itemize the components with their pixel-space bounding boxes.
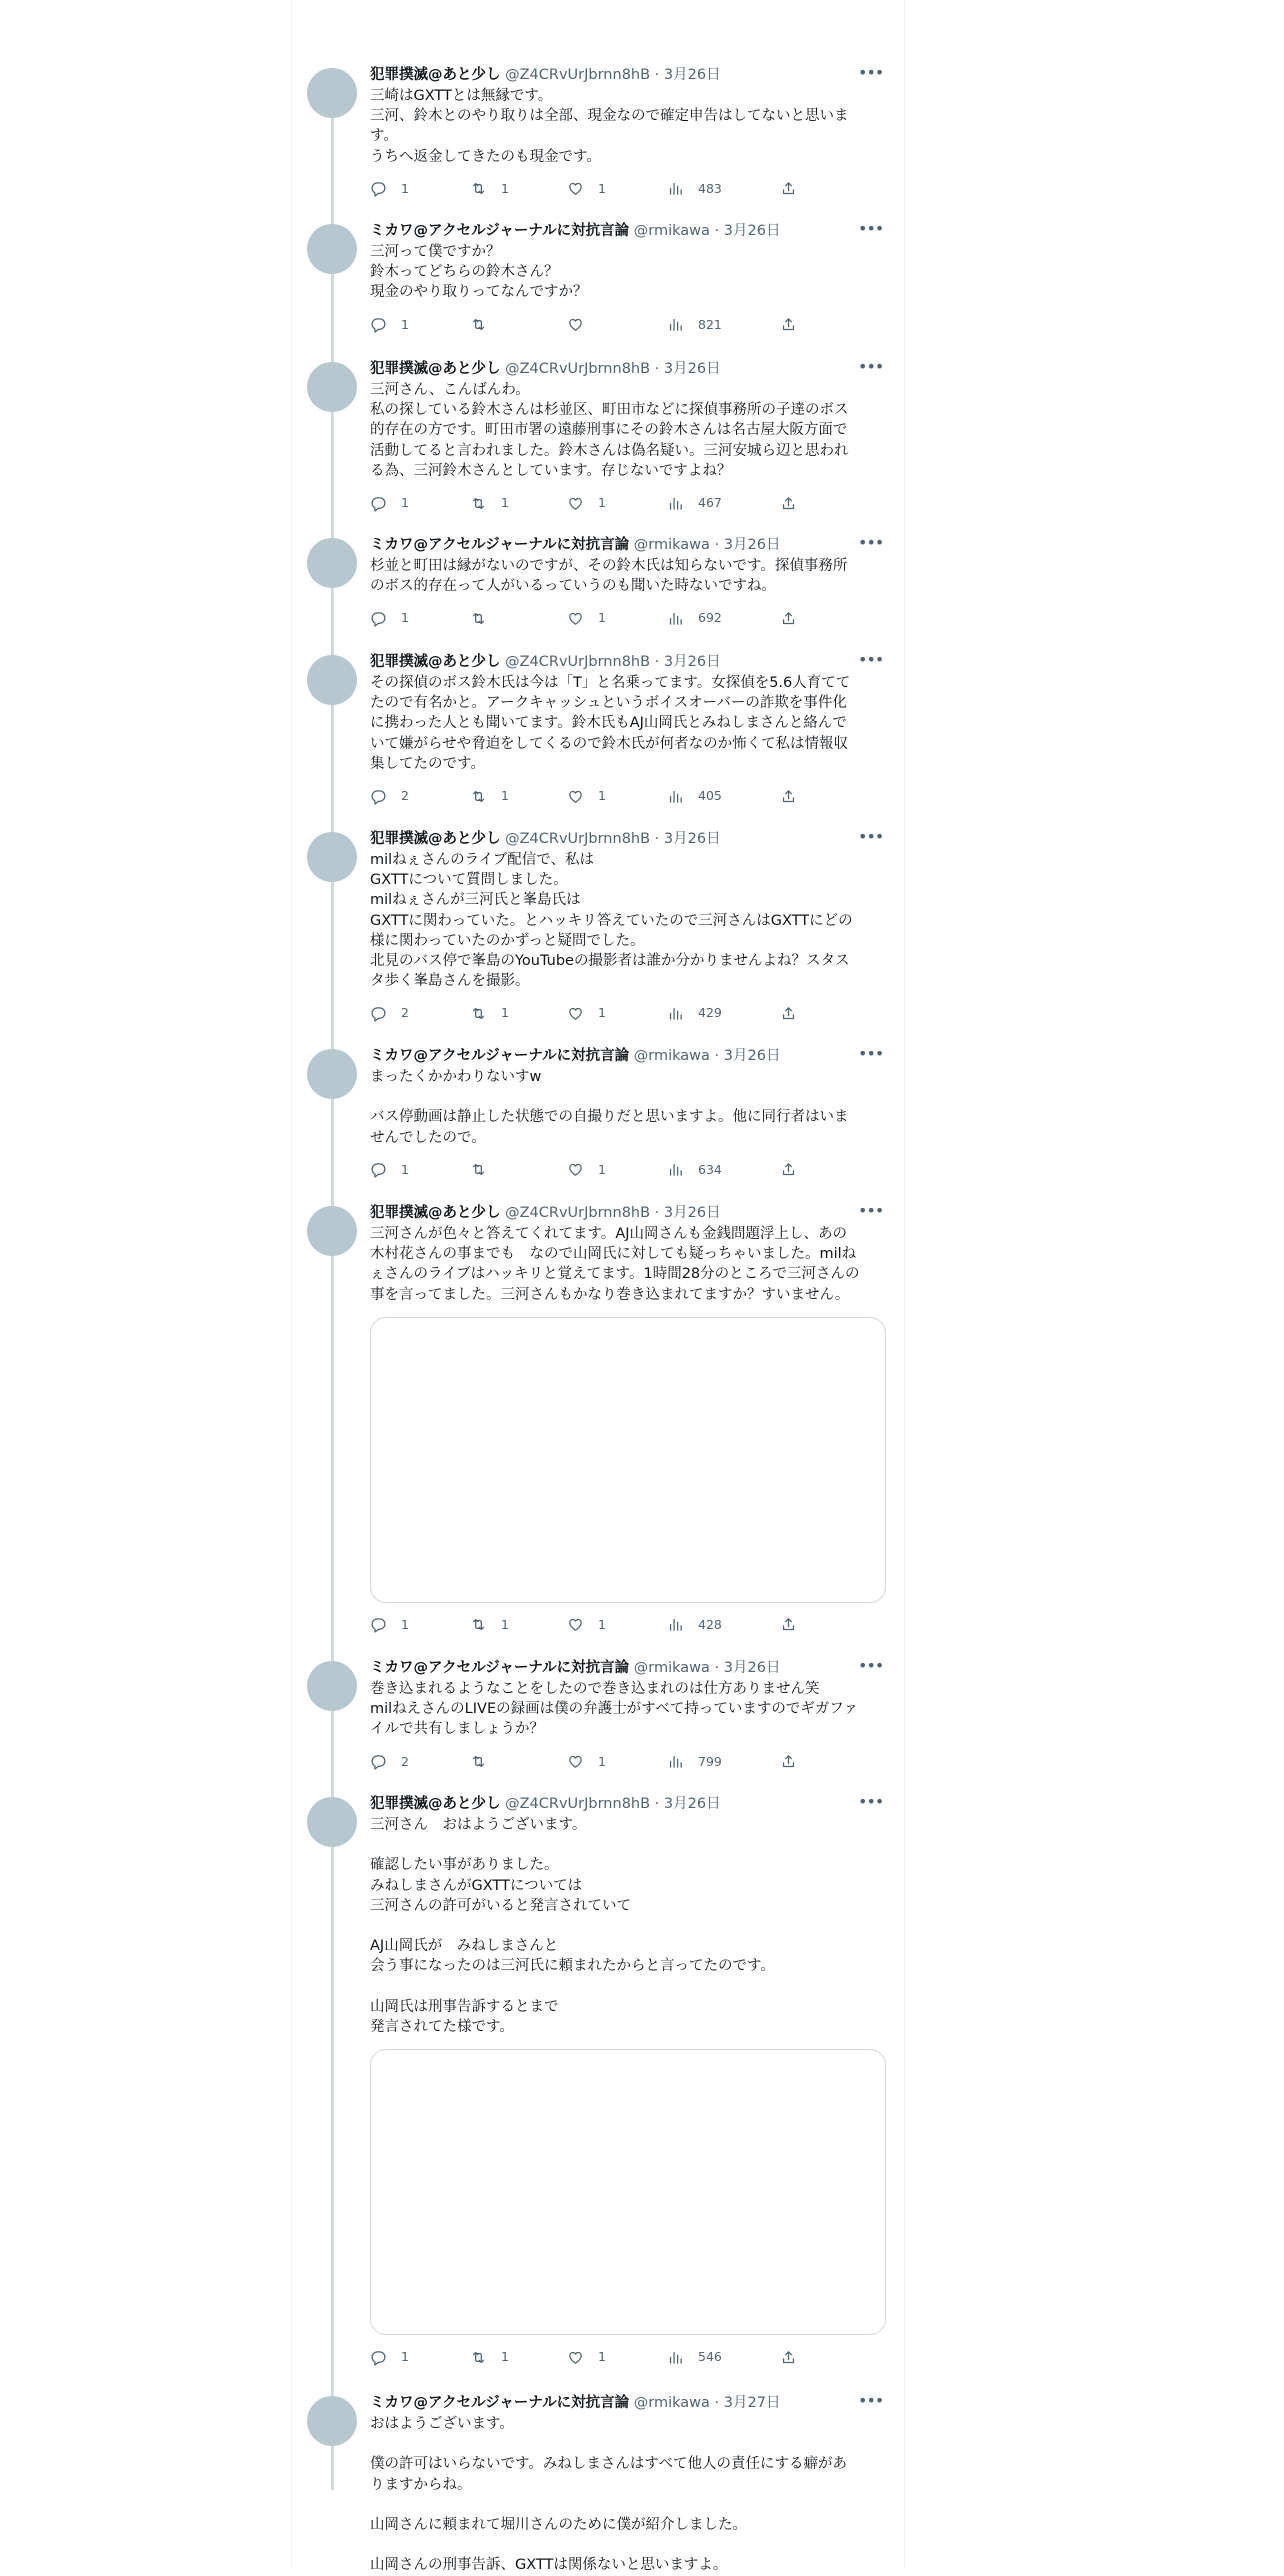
like-count: 1 bbox=[598, 180, 606, 196]
tweet-date[interactable]: 3月26日 bbox=[723, 1660, 781, 1676]
separator-dot: · bbox=[714, 2395, 720, 2411]
view-count: 483 bbox=[698, 180, 722, 196]
views-button[interactable] bbox=[667, 315, 722, 335]
reply-count: 1 bbox=[401, 1161, 409, 1177]
author-name[interactable]: ミカワ@アクセルジャーナルに対抗言論 bbox=[370, 223, 630, 239]
like-button[interactable] bbox=[567, 315, 598, 335]
reply-icon bbox=[370, 1161, 387, 1178]
tweet-content bbox=[370, 533, 884, 628]
share-icon bbox=[780, 1005, 797, 1022]
tweet-text: まったくかかわりないすw バス停動画は静止した状態での自撮りだと思いますよ。他に同行者はいま せんでしたので。 bbox=[370, 1069, 849, 1146]
retweet-icon bbox=[470, 1753, 487, 1770]
heart-icon bbox=[567, 1161, 584, 1178]
share-button[interactable] bbox=[780, 2347, 797, 2367]
retweet-button[interactable] bbox=[470, 1003, 509, 1023]
separator-dot: · bbox=[654, 361, 660, 377]
more-options-icon[interactable]: ••• bbox=[858, 827, 884, 846]
tweet-content bbox=[370, 827, 884, 1023]
view-count: 429 bbox=[698, 1005, 722, 1021]
retweet-button[interactable] bbox=[470, 2347, 509, 2367]
author-handle[interactable]: @rmikawa bbox=[633, 2395, 710, 2411]
views-button[interactable] bbox=[667, 1160, 722, 1180]
reply-count: 1 bbox=[401, 1616, 409, 1632]
tweet-actions bbox=[370, 786, 880, 806]
tweet-content bbox=[370, 650, 884, 806]
author-handle[interactable]: @rmikawa bbox=[633, 1048, 710, 1064]
tweet-date[interactable]: 3月26日 bbox=[663, 361, 721, 377]
share-icon bbox=[780, 1753, 797, 1770]
reply-count: 1 bbox=[401, 180, 409, 196]
views-chart-icon bbox=[667, 2349, 684, 2366]
retweet-button[interactable] bbox=[470, 1615, 509, 1635]
heart-icon bbox=[567, 316, 584, 333]
author-name[interactable]: ミカワ@アクセルジャーナルに対抗言論 bbox=[370, 537, 630, 553]
share-button[interactable] bbox=[780, 1160, 797, 1180]
like-count: 1 bbox=[598, 610, 606, 626]
share-button[interactable] bbox=[780, 608, 797, 628]
more-options-icon[interactable]: ••• bbox=[858, 63, 884, 82]
author-name[interactable]: ミカワ@アクセルジャーナルに対抗言論 bbox=[370, 1048, 630, 1064]
tweet-actions bbox=[370, 1160, 880, 1180]
tweet-header bbox=[370, 357, 884, 380]
separator-dot: · bbox=[714, 1048, 720, 1064]
share-button[interactable] bbox=[780, 1752, 797, 1772]
tweet-header bbox=[370, 827, 884, 850]
avatar[interactable] bbox=[307, 68, 357, 118]
tweet-date[interactable]: 3月26日 bbox=[663, 654, 721, 670]
tweet-text: 三河さんが色々と答えてくれてます。AJ山岡さんも金銭問題浮上し、あの 木村花さんの事までも なので山岡氏に対しても疑っちゃいました。milね ぇさんのライブはハッキリと覚えてます。1時間28分のところで三河さんの 事を言ってました。三河さんもかなり巻き込まれてますか？すいません。 bbox=[370, 1226, 860, 1303]
tweet-date[interactable]: 3月26日 bbox=[663, 1796, 721, 1812]
retweet-button[interactable] bbox=[470, 179, 509, 199]
reply-button[interactable] bbox=[370, 1615, 409, 1635]
tweet-text: その探偵のボス鈴木氏は今は「T」と名乗ってます。女探偵を5.6人育てて たので有名かと。アークキャッシュというボイスオーバーの詐欺を事件化 に携わった人とも聞いてます。鈴木氏もAJ山岡氏とみねしまさんと絡んで いて嫌がらせや脅迫をしてくるので鈴木氏が何者なのか怖くて私は情報収 集してたのです。 bbox=[370, 675, 851, 772]
more-options-icon[interactable]: ••• bbox=[858, 1201, 884, 1220]
separator-dot: · bbox=[654, 654, 660, 670]
reply-count: 2 bbox=[401, 1753, 409, 1769]
retweet-icon bbox=[470, 788, 487, 805]
separator-dot: · bbox=[714, 1660, 720, 1676]
author-name[interactable]: 犯罪撲滅@あと少し bbox=[370, 1205, 501, 1221]
avatar[interactable] bbox=[307, 1797, 357, 1847]
tweet-content bbox=[370, 1044, 884, 1180]
share-button[interactable] bbox=[780, 786, 797, 806]
share-icon bbox=[780, 180, 797, 197]
share-icon bbox=[780, 610, 797, 627]
views-chart-icon bbox=[667, 180, 684, 197]
views-chart-icon bbox=[667, 1161, 684, 1178]
tweet-header bbox=[370, 1656, 884, 1679]
reply-icon bbox=[370, 1005, 387, 1022]
avatar[interactable] bbox=[307, 832, 357, 882]
reply-count: 2 bbox=[401, 1005, 409, 1021]
view-count: 821 bbox=[698, 316, 722, 332]
reply-icon bbox=[370, 1753, 387, 1770]
tweet-content bbox=[370, 63, 884, 199]
like-button[interactable] bbox=[567, 786, 606, 806]
heart-icon bbox=[567, 610, 584, 627]
author-name[interactable]: 犯罪撲滅@あと少し bbox=[370, 361, 501, 377]
avatar[interactable] bbox=[307, 1049, 357, 1099]
view-count: 692 bbox=[698, 610, 722, 626]
like-button[interactable] bbox=[567, 1160, 606, 1180]
like-button[interactable] bbox=[567, 179, 606, 199]
tweet-date[interactable]: 3月26日 bbox=[663, 831, 721, 847]
views-button[interactable] bbox=[667, 2347, 722, 2367]
author-handle[interactable]: @Z4CRvUrJbrnn8hB bbox=[505, 1796, 651, 1812]
avatar[interactable] bbox=[307, 1661, 357, 1711]
share-button[interactable] bbox=[780, 315, 797, 335]
view-count: 799 bbox=[698, 1753, 722, 1769]
view-count: 428 bbox=[698, 1616, 722, 1632]
retweet-icon bbox=[470, 1005, 487, 1022]
author-name[interactable]: ミカワ@アクセルジャーナルに対抗言論 bbox=[370, 1660, 630, 1676]
view-count: 405 bbox=[698, 788, 722, 804]
share-icon bbox=[780, 316, 797, 333]
like-count: 1 bbox=[598, 788, 606, 804]
tweet-date[interactable]: 3月26日 bbox=[723, 1048, 781, 1064]
like-button[interactable] bbox=[567, 2347, 606, 2367]
tweet-actions bbox=[370, 1003, 880, 1023]
reply-count: 1 bbox=[401, 495, 409, 511]
tweet-header bbox=[370, 1044, 884, 1067]
views-chart-icon bbox=[667, 495, 684, 512]
tweet-header bbox=[370, 533, 884, 556]
reply-icon bbox=[370, 180, 387, 197]
reply-button[interactable] bbox=[370, 1003, 409, 1023]
views-chart-icon bbox=[667, 1753, 684, 1770]
author-handle[interactable]: @rmikawa bbox=[633, 537, 710, 553]
heart-icon bbox=[567, 2349, 584, 2366]
like-button[interactable] bbox=[567, 493, 606, 513]
tweet-header bbox=[370, 1792, 884, 1815]
retweet-icon bbox=[470, 1161, 487, 1178]
share-icon bbox=[780, 788, 797, 805]
tweet-date[interactable]: 3月26日 bbox=[663, 1205, 721, 1221]
tweet-date[interactable]: 3月27日 bbox=[723, 2395, 781, 2411]
tweet-text: 巻き込まれるようなことをしたので巻き込まれのは仕方ありません笑 milねえさんのLIVEの録画は僕の弁護士がすべて持っていますのでギガファ イルで共有しましょうか？ bbox=[370, 1681, 859, 1738]
tweet-header bbox=[370, 1201, 884, 1224]
views-chart-icon bbox=[667, 1005, 684, 1022]
author-handle[interactable]: @Z4CRvUrJbrnn8hB bbox=[505, 1205, 651, 1221]
views-button[interactable] bbox=[667, 786, 722, 806]
view-count: 546 bbox=[698, 2349, 722, 2365]
tweet-text: 三河さん、こんばんわ。 私の探している鈴木さんは杉並区、町田市などに探偵事務所の子達のボス 的存在の方です。町田市署の遠藤刑事にその鈴木さんは名古屋大阪方面で 活動してると言われました。鈴木さんは偽名疑い。三河安城ら辺と思われ る為、三河鈴木さんとしています。存じないですよね？ bbox=[370, 382, 849, 479]
like-count: 1 bbox=[598, 1161, 606, 1177]
view-count: 467 bbox=[698, 495, 722, 511]
author-name[interactable]: ミカワ@アクセルジャーナルに対抗言論 bbox=[370, 2395, 630, 2411]
more-options-icon[interactable]: ••• bbox=[858, 1044, 884, 1063]
heart-icon bbox=[567, 180, 584, 197]
separator-dot: · bbox=[714, 223, 720, 239]
tweet-content bbox=[370, 2391, 884, 2576]
views-button[interactable] bbox=[667, 179, 722, 199]
more-options-icon[interactable]: ••• bbox=[858, 1792, 884, 1811]
tweet-header bbox=[370, 2391, 884, 2414]
reply-count: 1 bbox=[401, 316, 409, 332]
reply-button[interactable] bbox=[370, 179, 409, 199]
more-options-icon[interactable]: ••• bbox=[858, 219, 884, 238]
tweet-content bbox=[370, 1792, 884, 2367]
tweet-actions bbox=[370, 179, 880, 199]
more-options-icon[interactable]: ••• bbox=[858, 357, 884, 376]
more-options-icon[interactable]: ••• bbox=[858, 533, 884, 552]
reply-count: 1 bbox=[401, 610, 409, 626]
tweet-header bbox=[370, 219, 884, 242]
tweet-actions bbox=[370, 1615, 880, 1635]
tweet-date[interactable]: 3月26日 bbox=[663, 67, 721, 83]
tweet-text: 杉並と町田は縁がないのですが、その鈴木氏は知らないです。探偵事務所 のボス的存在って人がいるっていうのも聞いた時ないですね。 bbox=[370, 558, 848, 595]
tweet-text: milねぇさんのライブ配信で、私は GXTTについて質問しました。 milねぇさんが三河氏と峯島氏は GXTTに関わっていた。とハッキリ答えていたので三河さんはGXTTにどの 様に関わっていたのかずっと疑問でした。 北見のバス停で峯島のYouTubeの撮影者は誰か分かりませんよね？スタス タ歩く峯島さんを撮影。 bbox=[370, 852, 853, 990]
like-count: 1 bbox=[598, 495, 606, 511]
reply-count: 1 bbox=[401, 2349, 409, 2365]
more-options-icon[interactable]: ••• bbox=[858, 1656, 884, 1675]
views-button[interactable] bbox=[667, 608, 722, 628]
like-count: 1 bbox=[598, 1753, 606, 1769]
retweet-button[interactable] bbox=[470, 608, 501, 628]
more-options-icon[interactable]: ••• bbox=[858, 2391, 884, 2410]
separator-dot: · bbox=[654, 1796, 660, 1812]
share-button[interactable] bbox=[780, 493, 797, 513]
tweet-media[interactable] bbox=[370, 2049, 886, 2335]
tweet-text: おはようございます。 僕の許可はいらないです。みねしまさんはすべて他人の責任にする癖があ りますからね。 山岡さんに頼まれて堀川さんのために僕が紹介しました。 山岡さんの刑事告訴、GXTTは関係ないと思いますよ。 bbox=[370, 2416, 848, 2574]
avatar[interactable] bbox=[307, 2396, 357, 2446]
author-handle[interactable]: @Z4CRvUrJbrnn8hB bbox=[505, 67, 651, 83]
like-button[interactable] bbox=[567, 1003, 606, 1023]
avatar[interactable] bbox=[307, 1206, 357, 1256]
author-handle[interactable]: @Z4CRvUrJbrnn8hB bbox=[505, 361, 651, 377]
separator-dot: · bbox=[654, 1205, 660, 1221]
author-name[interactable]: 犯罪撲滅@あと少し bbox=[370, 831, 501, 847]
share-icon bbox=[780, 1616, 797, 1633]
retweet-count: 1 bbox=[501, 180, 509, 196]
tweet-header bbox=[370, 63, 884, 86]
tweet-content bbox=[370, 219, 884, 335]
reply-button[interactable] bbox=[370, 315, 409, 335]
retweet-icon bbox=[470, 495, 487, 512]
avatar[interactable] bbox=[307, 224, 357, 274]
tweet-content bbox=[370, 357, 884, 513]
separator-dot: · bbox=[714, 537, 720, 553]
author-handle[interactable]: @Z4CRvUrJbrnn8hB bbox=[505, 831, 651, 847]
tweet-media[interactable] bbox=[370, 1317, 886, 1603]
share-button[interactable] bbox=[780, 179, 797, 199]
like-button[interactable] bbox=[567, 1615, 606, 1635]
retweet-count: 1 bbox=[501, 788, 509, 804]
tweet-text: 三河さん おはようございます。 確認したい事がありました。 みねしまさんがGXTTについては 三河さんの許可がいると発言されていて AJ山岡氏が みねしまさんと 会う事になったのは三河氏に頼まれたからと言ってたのです。 山岡氏は刑事告訴するとまで 発言されてた様です。 bbox=[370, 1817, 775, 2036]
tweet-header bbox=[370, 650, 884, 673]
retweet-count: 1 bbox=[501, 2349, 509, 2365]
retweet-count: 1 bbox=[501, 495, 509, 511]
views-button[interactable] bbox=[667, 1003, 722, 1023]
author-handle[interactable]: @rmikawa bbox=[633, 223, 710, 239]
tweet-actions bbox=[370, 1752, 880, 1772]
author-name[interactable]: 犯罪撲滅@あと少し bbox=[370, 654, 501, 670]
avatar[interactable] bbox=[307, 362, 357, 412]
reply-icon bbox=[370, 495, 387, 512]
retweet-icon bbox=[470, 2349, 487, 2366]
retweet-button[interactable] bbox=[470, 1752, 501, 1772]
reply-button[interactable] bbox=[370, 608, 409, 628]
views-chart-icon bbox=[667, 788, 684, 805]
share-button[interactable] bbox=[780, 1003, 797, 1023]
retweet-button[interactable] bbox=[470, 786, 509, 806]
like-count: 1 bbox=[598, 1616, 606, 1632]
views-chart-icon bbox=[667, 610, 684, 627]
retweet-icon bbox=[470, 316, 487, 333]
reply-icon bbox=[370, 610, 387, 627]
reply-button[interactable] bbox=[370, 493, 409, 513]
reply-button[interactable] bbox=[370, 786, 409, 806]
tweet-actions bbox=[370, 493, 880, 513]
author-handle[interactable]: @rmikawa bbox=[633, 1660, 710, 1676]
tweet-actions bbox=[370, 608, 880, 628]
tweet-date[interactable]: 3月26日 bbox=[723, 223, 781, 239]
views-chart-icon bbox=[667, 1616, 684, 1633]
views-chart-icon bbox=[667, 316, 684, 333]
like-button[interactable] bbox=[567, 1752, 606, 1772]
retweet-button[interactable] bbox=[470, 315, 501, 335]
separator-dot: · bbox=[654, 831, 660, 847]
retweet-button[interactable] bbox=[470, 493, 509, 513]
reply-icon bbox=[370, 1616, 387, 1633]
reply-icon bbox=[370, 788, 387, 805]
tweet-content bbox=[370, 1656, 884, 1772]
retweet-icon bbox=[470, 610, 487, 627]
tweet-date[interactable]: 3月26日 bbox=[723, 537, 781, 553]
like-count: 1 bbox=[598, 1005, 606, 1021]
tweet-actions bbox=[370, 315, 880, 335]
tweet-content bbox=[370, 1201, 884, 1635]
view-count: 634 bbox=[698, 1161, 722, 1177]
views-button[interactable] bbox=[667, 493, 722, 513]
retweet-count: 1 bbox=[501, 1005, 509, 1021]
share-icon bbox=[780, 2349, 797, 2366]
heart-icon bbox=[567, 1005, 584, 1022]
heart-icon bbox=[567, 495, 584, 512]
tweet-text: 三崎はGXTTとは無縁です。 三河、鈴木とのやり取りは全部、現金なので確定申告はしてないと思いま す。 うちへ返金してきたのも現金です。 bbox=[370, 88, 849, 165]
retweet-button[interactable] bbox=[470, 1160, 501, 1180]
reply-icon bbox=[370, 2349, 387, 2366]
share-icon bbox=[780, 495, 797, 512]
retweet-icon bbox=[470, 1616, 487, 1633]
reply-button[interactable] bbox=[370, 1752, 409, 1772]
retweet-count: 1 bbox=[501, 1616, 509, 1632]
reply-icon bbox=[370, 316, 387, 333]
share-button[interactable] bbox=[780, 1615, 797, 1635]
views-button[interactable] bbox=[667, 1752, 722, 1772]
heart-icon bbox=[567, 1616, 584, 1633]
more-options-icon[interactable]: ••• bbox=[858, 650, 884, 669]
tweet-actions bbox=[370, 2347, 880, 2367]
thread-connector-line bbox=[331, 90, 334, 2490]
author-name[interactable]: 犯罪撲滅@あと少し bbox=[370, 67, 501, 83]
like-count: 1 bbox=[598, 2349, 606, 2365]
heart-icon bbox=[567, 1753, 584, 1770]
heart-icon bbox=[567, 788, 584, 805]
avatar[interactable] bbox=[307, 655, 357, 705]
separator-dot: · bbox=[654, 67, 660, 83]
author-handle[interactable]: @Z4CRvUrJbrnn8hB bbox=[505, 654, 651, 670]
reply-button[interactable] bbox=[370, 1160, 409, 1180]
avatar[interactable] bbox=[307, 538, 357, 588]
reply-count: 2 bbox=[401, 788, 409, 804]
reply-button[interactable] bbox=[370, 2347, 409, 2367]
share-icon bbox=[780, 1161, 797, 1178]
retweet-icon bbox=[470, 180, 487, 197]
like-button[interactable] bbox=[567, 608, 606, 628]
author-name[interactable]: 犯罪撲滅@あと少し bbox=[370, 1796, 501, 1812]
tweet-text: 三河って僕ですか？ 鈴木ってどちらの鈴木さん？ 現金のやり取りってなんですか？ bbox=[370, 244, 588, 301]
views-button[interactable] bbox=[667, 1615, 722, 1635]
